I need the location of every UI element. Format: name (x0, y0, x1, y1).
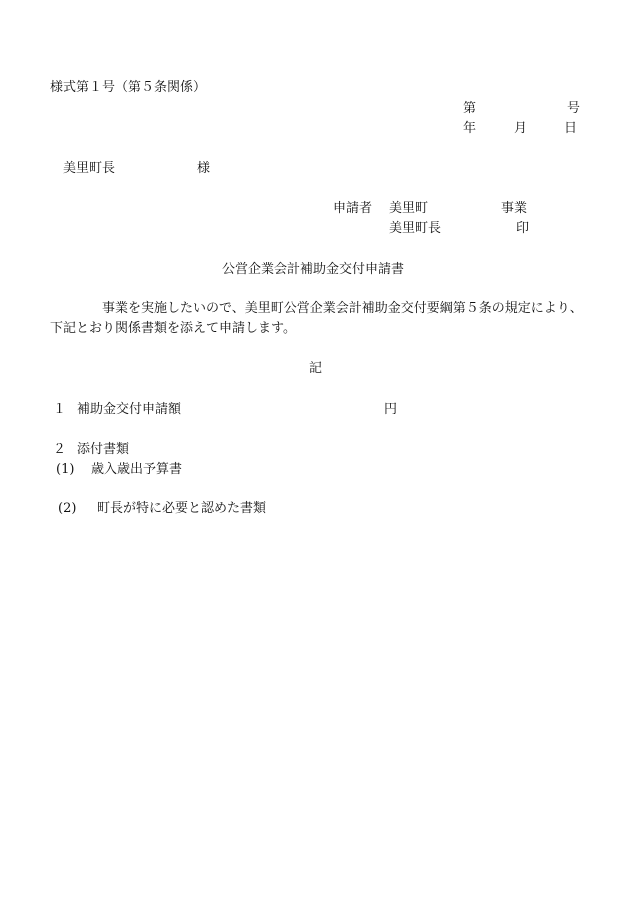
applicant-business: 事業 (501, 201, 528, 216)
item-1-number: １ (53, 402, 67, 417)
date-month: 月 (514, 121, 528, 136)
item-1-unit: 円 (384, 402, 398, 417)
applicant-mayor: 美里町長 (389, 221, 442, 236)
attachment-2-label: 町長が特に必要と認めた書類 (97, 501, 267, 516)
body-text-line-1: 事業を実施したいので、美里町公営企業会計補助金交付要綱第５条の規定により、 (102, 301, 583, 316)
form-number: 様式第１号（第５条関係） (50, 80, 207, 95)
doc-number-suffix: 号 (567, 101, 581, 116)
attachment-1-number: (1) (56, 462, 75, 477)
addressee-name: 美里町長 (63, 161, 116, 176)
item-1-label: 補助金交付申請額 (77, 402, 182, 417)
item-2-label: 添付書類 (77, 442, 130, 457)
addressee-honorific: 様 (197, 161, 211, 176)
doc-number-prefix: 第 (463, 101, 477, 116)
attachment-2-number: (2) (58, 501, 77, 516)
applicant-town: 美里町 (389, 201, 429, 216)
body-text-line-2: 下記とおり関係書類を添えて申請します。 (50, 321, 296, 336)
date-day: 日 (564, 121, 578, 136)
document-title: 公営企業会計補助金交付申請書 (222, 262, 405, 277)
item-2-number: ２ (53, 442, 67, 457)
attachment-1-label: 歳入歳出予算書 (91, 462, 183, 477)
seal-mark: 印 (516, 221, 530, 236)
ki-heading: 記 (309, 361, 323, 376)
date-year: 年 (463, 121, 477, 136)
applicant-label: 申請者 (333, 201, 373, 216)
